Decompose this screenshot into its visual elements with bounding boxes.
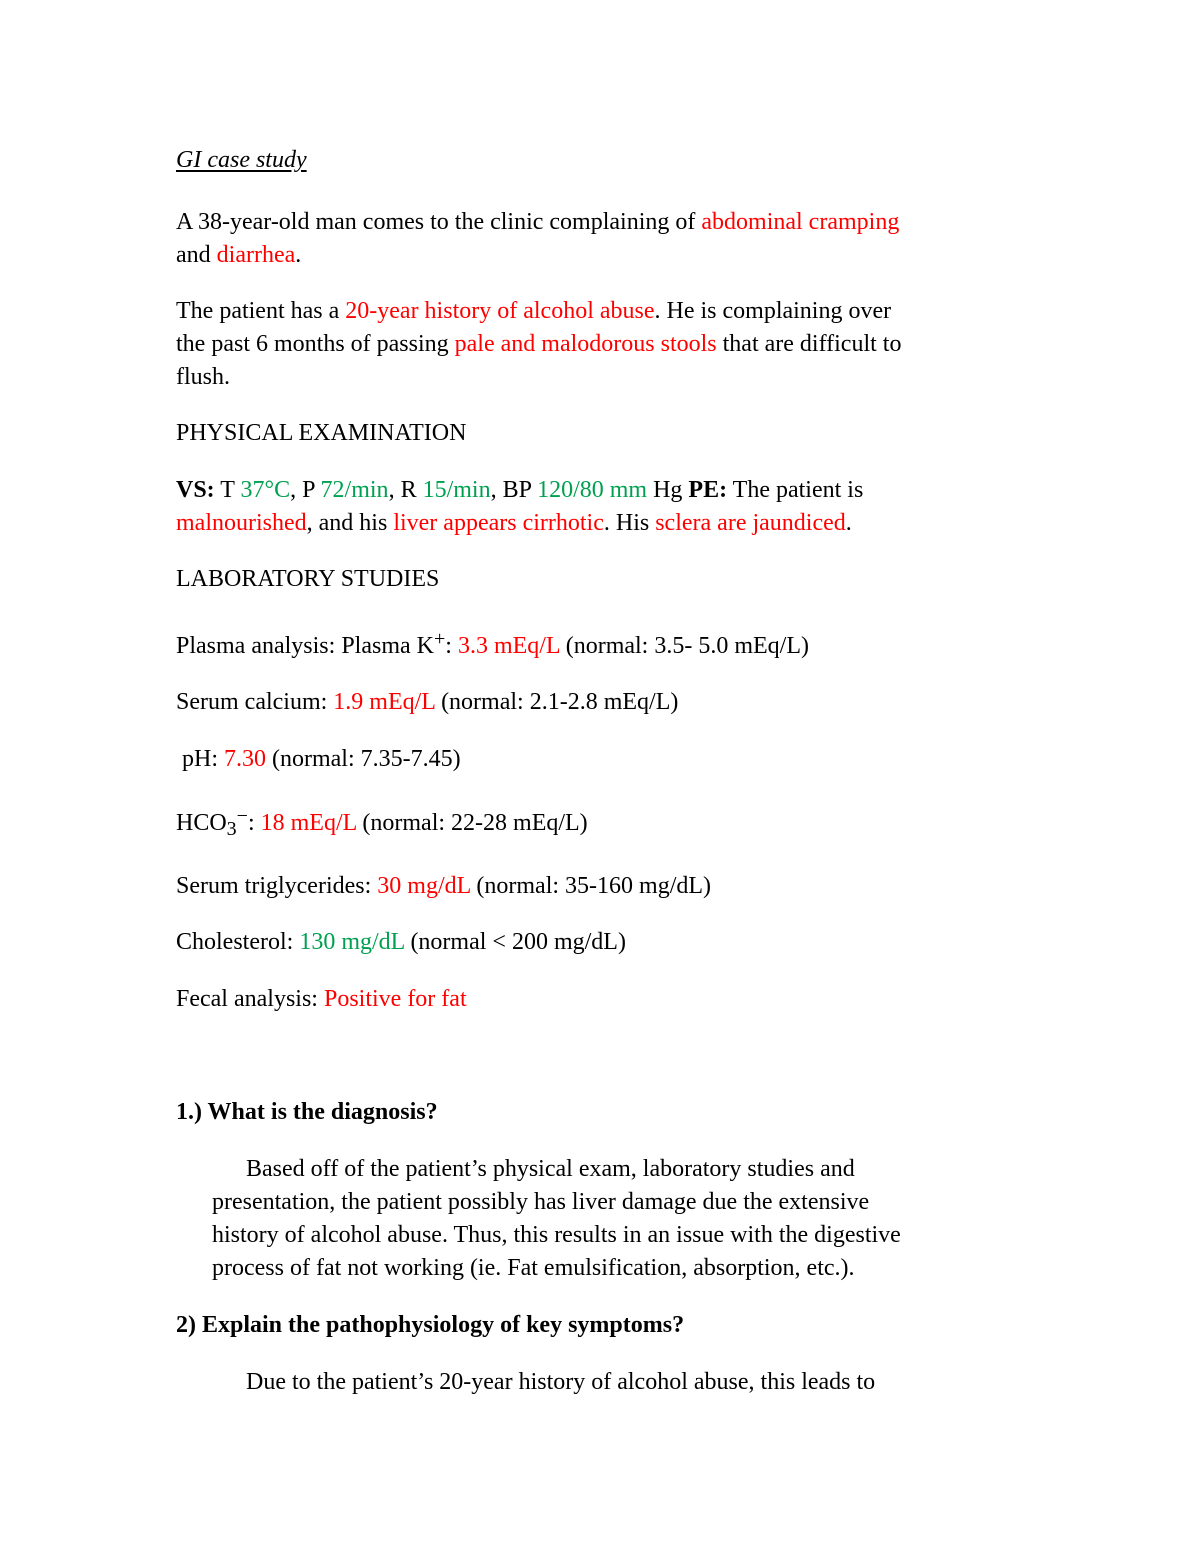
history-line-3: flush. (176, 364, 230, 390)
lab-label: HCO (176, 810, 227, 836)
intro-period: . (295, 242, 302, 268)
lab-superscript: + (433, 628, 446, 650)
history-text: . He is complaining over (654, 298, 892, 324)
lab-value: 30 mg/dL (377, 873, 471, 899)
lab-bicarbonate (176, 807, 588, 840)
vitals-line-1 (176, 474, 863, 506)
lab-label: Fecal analysis: (176, 986, 324, 1012)
history-alcohol-abuse: 20-year history of alcohol abuse (345, 298, 655, 324)
answer-2-line-1: Due to the patient’s 20-year history of alcohol abuse, this leads to (246, 1369, 876, 1395)
lab-normal-range: (normal: 22-28 mEq/L) (356, 810, 588, 836)
lab-superscript: − (236, 805, 248, 827)
intro-line-2 (176, 239, 301, 271)
pe-label: PE: (688, 477, 728, 503)
answer-1-line-4: process of fat not working (ie. Fat emulsification, absorption, etc.). (212, 1255, 855, 1281)
lab-fecal (176, 983, 467, 1015)
pe-text: . (845, 510, 852, 536)
lab-label: Cholesterol: (176, 929, 300, 955)
bp-label: , BP (490, 477, 538, 503)
lab-value: 1.9 mEq/L (333, 689, 436, 715)
lab-triglycerides (176, 870, 711, 902)
pe-text: The patient is (727, 477, 864, 503)
temp-label: T (214, 477, 241, 503)
pe-text: . His (603, 510, 656, 536)
intro-line-1 (176, 206, 899, 238)
lab-calcium (176, 686, 678, 718)
lab-normal-range: (normal < 200 mg/dL) (404, 929, 626, 955)
temp-value: 37°C (240, 477, 291, 503)
lab-normal-range: (normal: 35-160 mg/dL) (470, 873, 712, 899)
lab-label: Plasma analysis: Plasma K (176, 633, 434, 659)
symptom-diarrhea: diarrhea (216, 242, 296, 268)
pulse-label: , P (290, 477, 321, 503)
pe-sclera-jaundiced: sclera are jaundiced (655, 510, 846, 536)
bp-unit: Hg (647, 477, 689, 503)
answer-1-line-3: history of alcohol abuse. Thus, this results in an issue with the digestive (212, 1222, 901, 1248)
lab-normal-range: (normal: 2.1-2.8 mEq/L) (435, 689, 679, 715)
lab-value: 3.3 mEq/L (457, 633, 560, 659)
vs-label: VS: (176, 477, 215, 503)
lab-colon: : (247, 810, 261, 836)
resp-value: 15/min (422, 477, 491, 503)
lab-cholesterol (176, 926, 626, 958)
pe-text: , and his (306, 510, 394, 536)
physical-exam-heading: PHYSICAL EXAMINATION (176, 420, 467, 446)
lab-value: Positive for fat (323, 986, 467, 1012)
vitals-line-2 (176, 507, 852, 539)
intro-text: and (176, 242, 217, 268)
question-2: 2) Explain the pathophysiology of key symptoms? (176, 1312, 685, 1338)
question-1: 1.) What is the diagnosis? (176, 1099, 438, 1125)
history-text: the past 6 months of passing (176, 331, 455, 357)
pulse-value: 72/min (320, 477, 389, 503)
lab-value: 7.30 (224, 746, 266, 772)
bp-value: 120/80 mm (537, 477, 648, 503)
lab-subscript: 3 (226, 818, 237, 840)
document-title: GI case study (176, 147, 307, 173)
lab-colon: : (445, 633, 458, 659)
lab-potassium (176, 630, 809, 663)
pe-liver-cirrhotic: liver appears cirrhotic (393, 510, 604, 536)
symptom-abdominal-cramping: abdominal cramping (701, 209, 900, 235)
lab-studies-heading: LABORATORY STUDIES (176, 566, 440, 592)
history-line-2 (176, 328, 901, 360)
history-text: The patient has a (176, 298, 346, 324)
lab-value: 130 mg/dL (299, 929, 405, 955)
lab-value: 18 mEq/L (260, 810, 357, 836)
answer-1-line-1: Based off of the patient’s physical exam, laboratory studies and (246, 1156, 855, 1182)
resp-label: , R (388, 477, 423, 503)
lab-label: Serum triglycerides: (176, 873, 378, 899)
answer-1-line-2: presentation, the patient possibly has liver damage due the extensive (212, 1189, 870, 1215)
pe-malnourished: malnourished (176, 510, 307, 536)
history-pale-stools: pale and malodorous stools (454, 331, 717, 357)
lab-normal-range: (normal: 7.35-7.45) (266, 746, 461, 772)
lab-label: pH: (176, 746, 224, 772)
history-line-1 (176, 295, 891, 327)
lab-label: Serum calcium: (176, 689, 334, 715)
intro-text: A 38-year-old man comes to the clinic complaining of (176, 209, 702, 235)
lab-normal-range: (normal: 3.5- 5.0 mEq/L) (559, 633, 809, 659)
lab-ph (176, 743, 461, 775)
history-text: that are difficult to (716, 331, 902, 357)
